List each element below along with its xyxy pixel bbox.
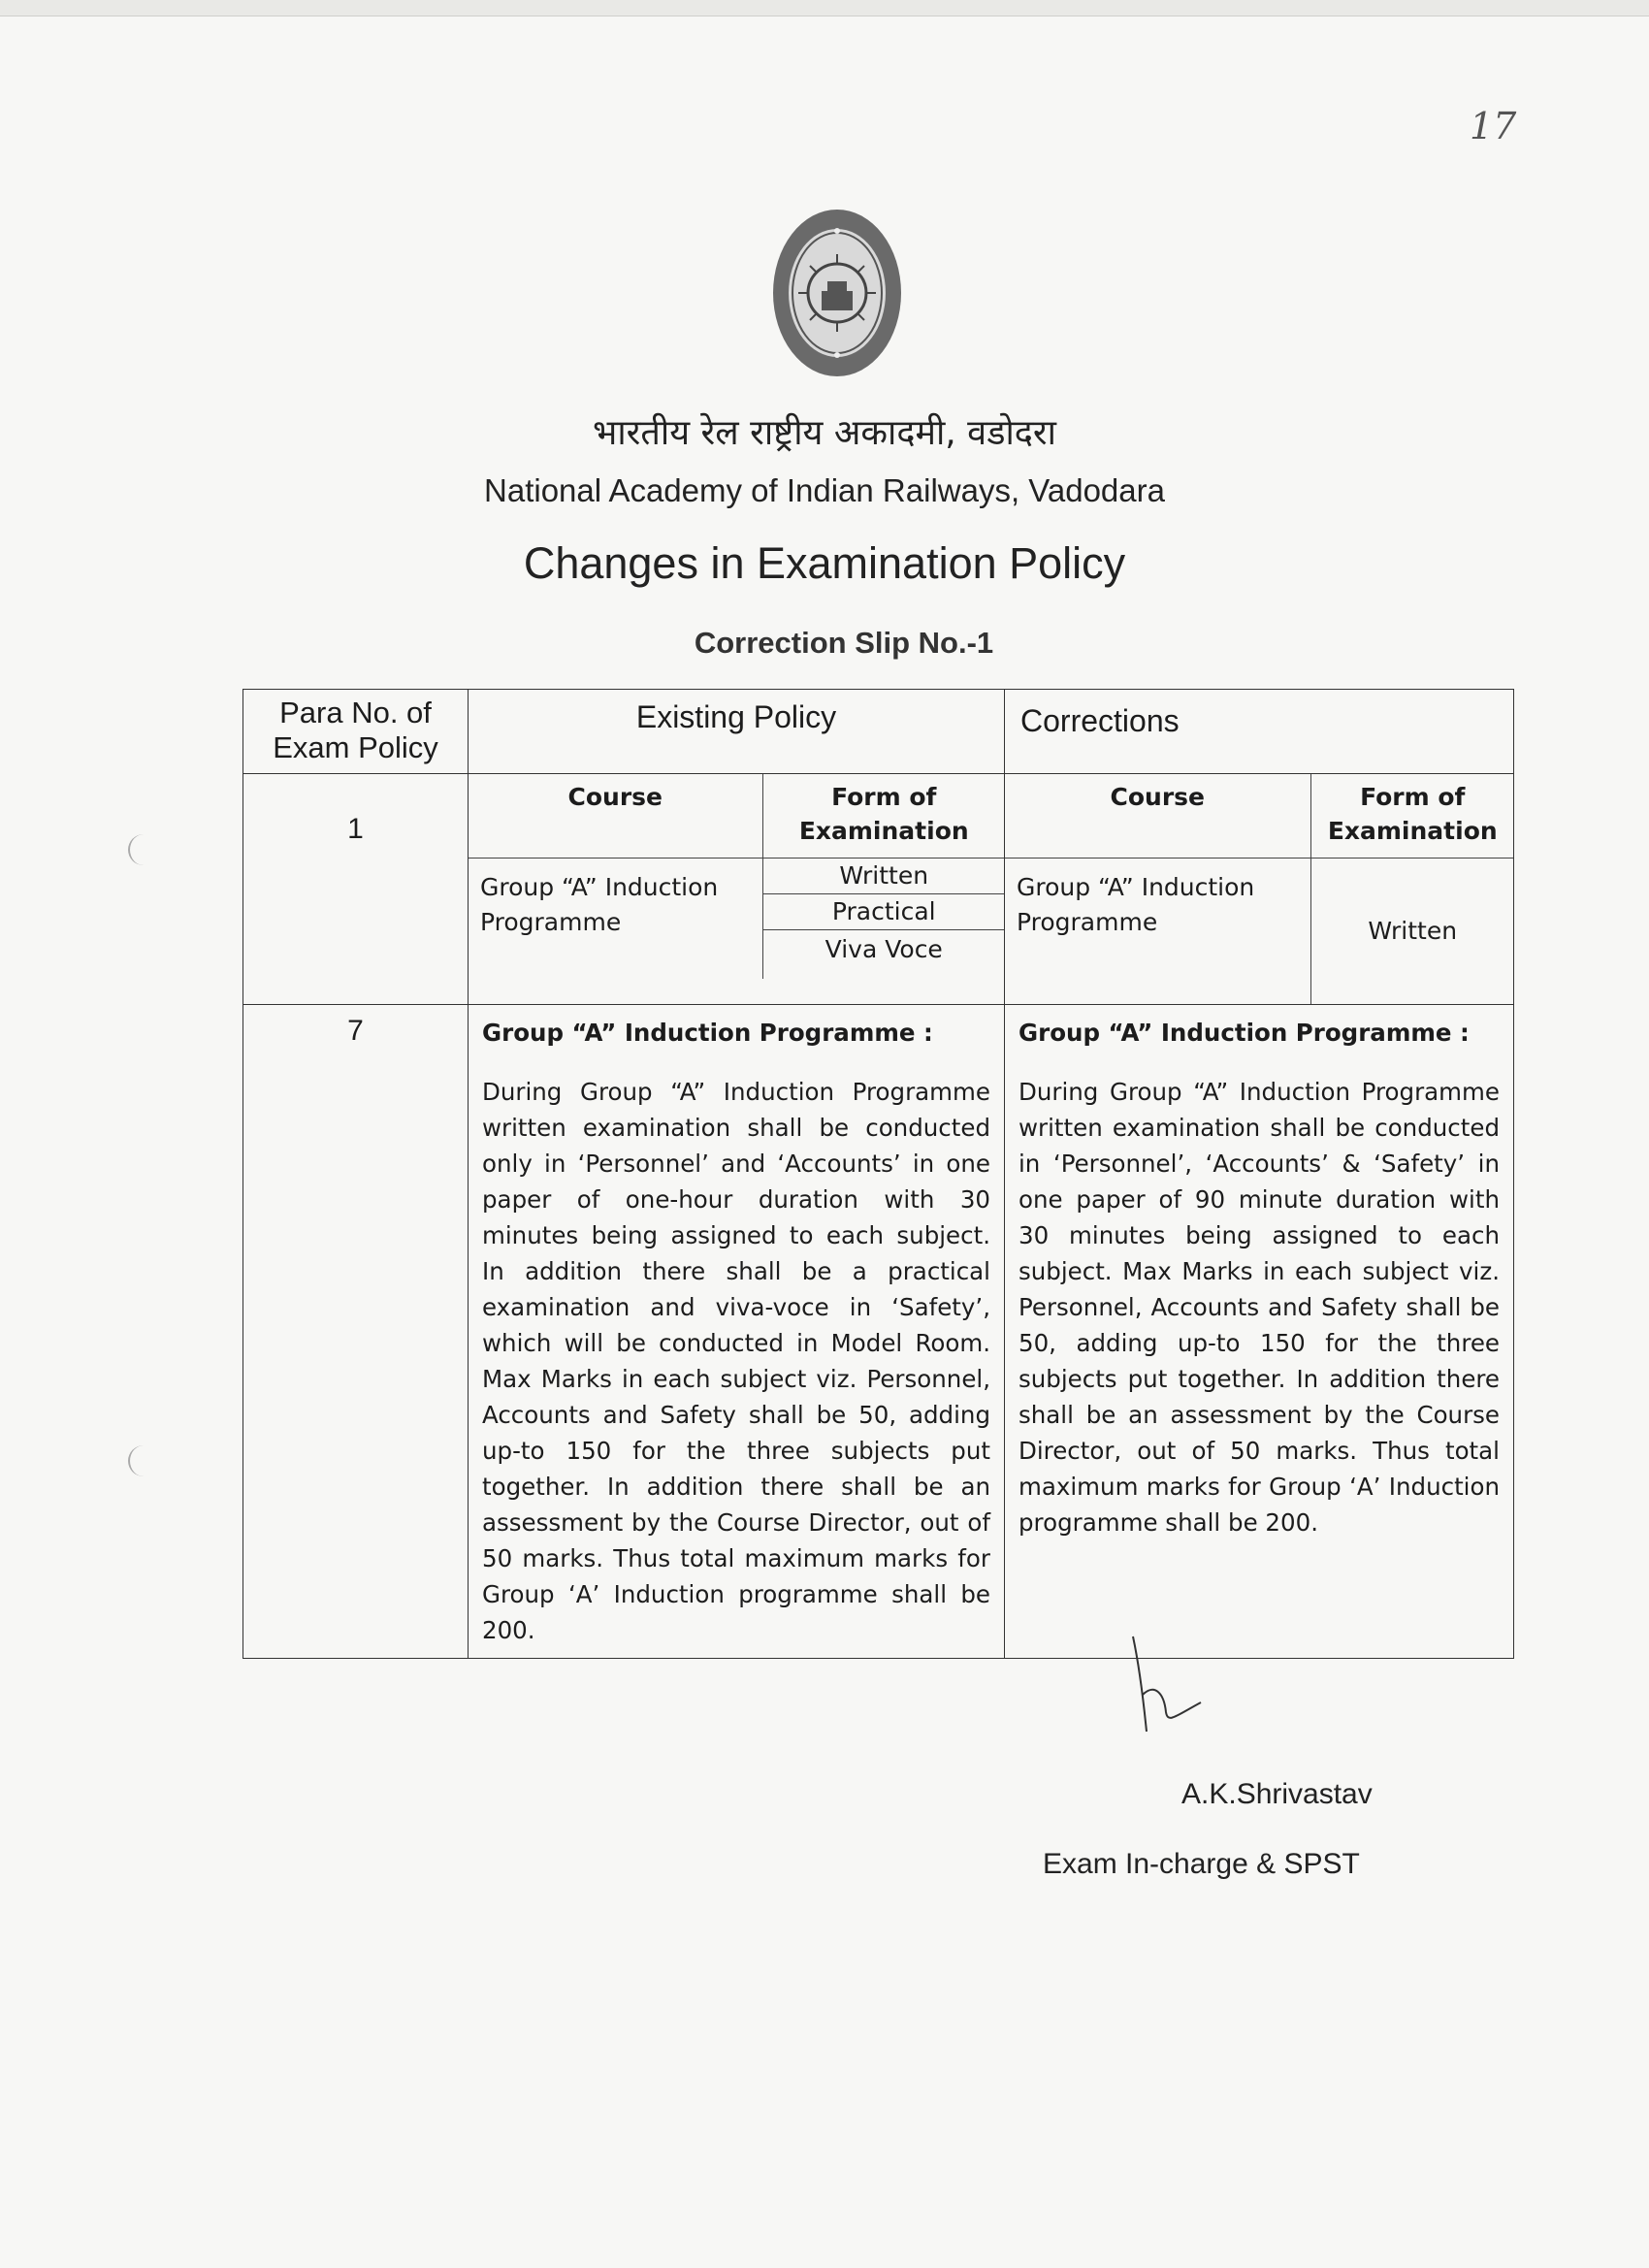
- org-name: National Academy of Indian Railways, Vadodara: [484, 472, 1165, 508]
- document-title: Changes in Examination Policy: [523, 538, 1126, 588]
- correction-form-written: Written: [1310, 859, 1514, 1005]
- existing-form-practical: Practical: [762, 894, 1005, 930]
- sub-header-course: Course: [469, 774, 762, 859]
- column-header-para: Para No. of Exam Policy: [243, 690, 469, 774]
- existing-cell: [469, 1005, 1005, 1659]
- existing-subtable: [469, 774, 1005, 979]
- corrections-cell: [1005, 1005, 1514, 1659]
- table-row: [243, 1005, 1514, 1659]
- existing-paragraph: [469, 1005, 1004, 1658]
- signatory-name: A.K.Shrivastav: [1181, 1778, 1373, 1810]
- existing-course: Group “A” Induction Programme: [469, 859, 762, 980]
- table-row: [243, 774, 1514, 1005]
- sub-header-course: Course: [1005, 774, 1310, 859]
- correction-paragraph: [1005, 1005, 1513, 1550]
- existing-form-viva: Viva Voce: [762, 930, 1005, 980]
- hindi-org-name: भारतीय रेल राष्ट्रीय अकादमी, वडोदरा: [593, 413, 1056, 453]
- correction-paragraph-heading: Group “A” Induction Programme :: [1018, 1019, 1470, 1047]
- scan-mark: [128, 834, 159, 865]
- column-header-corrections: Corrections: [1005, 690, 1514, 774]
- sub-header-form: Form of Examination: [1310, 774, 1514, 859]
- scan-edge: [0, 0, 1649, 16]
- corrections-cell: [1005, 774, 1514, 1005]
- corrections-subtable: [1005, 774, 1514, 1004]
- existing-paragraph-text: During Group “A” Induction Programme written examination shall be conducted only in ‘Personnel’ and ‘Accounts’ in one paper of one-hour duration with 30 minutes being assigned to each subject. In addition there shall be a practical examination and viva-voce in ‘Safety’, which will be conducted in Model Room. Max Marks in each subject viz. Personnel, Accounts and Safety shall be 50, adding up-to 150 for the three subjects put together. In addition there shall be an assessment by the Course Director, out of 50 marks. Thus total maximum marks for Group ‘A’ Induction programme shall be 200.: [482, 1078, 990, 1644]
- correction-paragraph-text: During Group “A” Induction Programme written examination shall be conducted in ‘Personnel’, ‘Accounts’ & ‘Safety’ in one paper of 90 minute duration with 30 minutes being assigned to each subject. Max Marks in each subject viz. Personnel, Accounts and Safety shall be 50, adding up-to 150 for the three subjects put together. In addition there shall be an assessment by the Course Director, out of 50 marks. Thus total maximum marks for Group ‘A’ Induction programme shall be 200.: [1018, 1078, 1500, 1537]
- sub-header-form: Form of Examination: [762, 774, 1005, 859]
- page-number: 17: [1470, 105, 1517, 147]
- indian-railways-logo: [769, 206, 905, 380]
- column-header-existing: Existing Policy: [469, 690, 1005, 774]
- correction-course: Group “A” Induction Programme: [1005, 859, 1310, 1005]
- scan-mark: [128, 1445, 159, 1476]
- table-header-row: [243, 690, 1514, 774]
- existing-paragraph-heading: Group “A” Induction Programme :: [482, 1019, 933, 1047]
- signature: [1125, 1635, 1212, 1741]
- existing-form-written: Written: [762, 859, 1005, 894]
- signatory-title: Exam In-charge & SPST: [1043, 1848, 1360, 1880]
- existing-cell: [469, 774, 1005, 1005]
- correction-slip-title: Correction Slip No.-1: [694, 626, 994, 660]
- para-number: 7: [243, 1005, 469, 1659]
- para-number: 1: [243, 774, 469, 1005]
- policy-table: [242, 689, 1514, 1659]
